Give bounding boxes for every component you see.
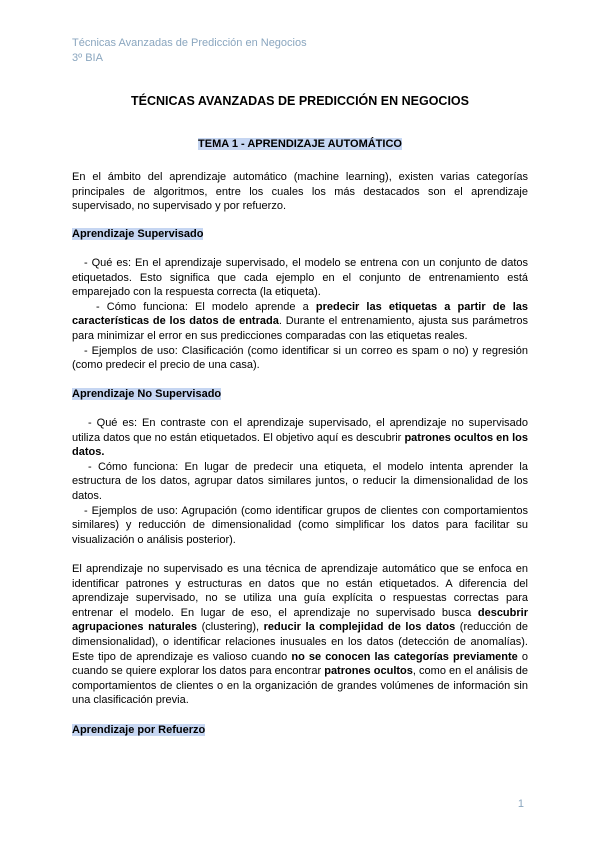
- unsupervised-what-bold: patrones ocultos en los datos.: [72, 431, 529, 459]
- unsupervised-paragraph: [72, 562, 528, 708]
- section-unsupervised: [72, 416, 528, 547]
- para-text-3: (reducción de dimensionalidad), o identificar relaciones inusuales en los datos (detección de anomalías). Este tipo de aprendizaje es valioso cuando: [72, 621, 528, 663]
- section-unsupervised-heading: [72, 388, 221, 400]
- page-header: [72, 36, 307, 66]
- supervised-heading-text: Aprendizaje Supervisado: [72, 228, 204, 240]
- para-bold-1: descubrir agrupaciones naturales: [72, 606, 528, 634]
- reinforcement-heading-text: Aprendizaje por Refuerzo: [72, 724, 206, 736]
- unsupervised-how: - Cómo funciona: En lugar de predecir una etiqueta, el modelo intenta aprender la estructura de los datos, agrupar datos similares juntos, o reducir la dimensionalidad de los datos.: [72, 460, 528, 502]
- supervised-examples: - Ejemplos de uso: Clasificación (como identificar si un correo es spam o no) y regresión (como predecir el precio de una casa).: [72, 344, 528, 372]
- topic-heading-wrap: [72, 138, 528, 150]
- topic-heading: TEMA 1 - APRENDIZAJE AUTOMÁTICO: [198, 138, 402, 150]
- para-bold-2: reducir la complejidad de los datos: [263, 621, 456, 634]
- supervised-how: [72, 300, 528, 344]
- unsupervised-what-text: - Qué es: En contraste con el aprendizaje supervisado, el aprendizaje no supervisado utiliza datos que no están etiquetados. El objetivo aquí es descubrir: [72, 417, 528, 444]
- header-group: 3º BIA: [72, 52, 103, 64]
- supervised-how-text-c: . Durante el entrenamiento, ajusta sus parámetros para minimizar el error en sus predicciones comparadas con las etiquetas reales.: [72, 315, 529, 342]
- document-title: TÉCNICAS AVANZADAS DE PREDICCIÓN EN NEGOCIOS: [131, 94, 469, 108]
- page-number: 1: [517, 798, 524, 810]
- para-text-5: , como en el análisis de comportamientos de clientes o en la organización de grandes volúmenes de información sin una clasificación previa.: [72, 665, 529, 707]
- supervised-how-text-a: - Cómo funciona: El modelo aprende a: [96, 300, 316, 313]
- section-supervised-heading: [72, 228, 203, 240]
- supervised-what: - Qué es: En el aprendizaje supervisado, el modelo se entrena con un conjunto de datos etiquetados. Esto significa que cada ejemplo en el conjunto de entrenamiento está emparejado con la respuesta correcta (la etiqueta).: [72, 257, 528, 299]
- section-supervised: [72, 256, 528, 373]
- unsupervised-paragraph-text: [72, 562, 528, 708]
- para-text-2: (clustering),: [197, 621, 264, 634]
- para-text-4: o cuando se quiere explorar los datos para encontrar: [72, 650, 528, 678]
- supervised-how-bold: predecir las etiquetas a partir de las características de los datos de entrada: [72, 300, 529, 328]
- para-bold-4: patrones ocultos: [324, 665, 413, 678]
- para-bold-3: no se conocen las categorías previamente: [291, 650, 518, 663]
- section-reinforcement-heading: [72, 724, 205, 736]
- para-text-1: El aprendizaje no supervisado es una técnica de aprendizaje automático que se enfoca en identificar patrones y estructuras en datos que no están etiquetados. A diferencia del aprendizaje supervisado, no se utiliza una guía explícita o respuestas correctas para entrenar el modelo. En lugar de eso, el aprendizaje no supervisado busca: [72, 563, 528, 619]
- unsupervised-what: [72, 416, 528, 460]
- unsupervised-examples: - Ejemplos de uso: Agrupación (como identificar grupos de clientes con comportamientos similares) y reducción de dimensionalidad (como simplificar los datos para facilitar su visualización o análisis posterior).: [72, 504, 528, 546]
- unsupervised-heading-text: Aprendizaje No Supervisado: [72, 388, 222, 400]
- header-course: Técnicas Avanzadas de Predicción en Negocios: [72, 37, 307, 49]
- intro-text: En el ámbito del aprendizaje automático (machine learning), existen varias categorías principales de algoritmos, entre los cuales los más destacados son el aprendizaje supervisado, no supervisado y por refuerzo.: [72, 171, 528, 213]
- intro-paragraph: [72, 170, 528, 214]
